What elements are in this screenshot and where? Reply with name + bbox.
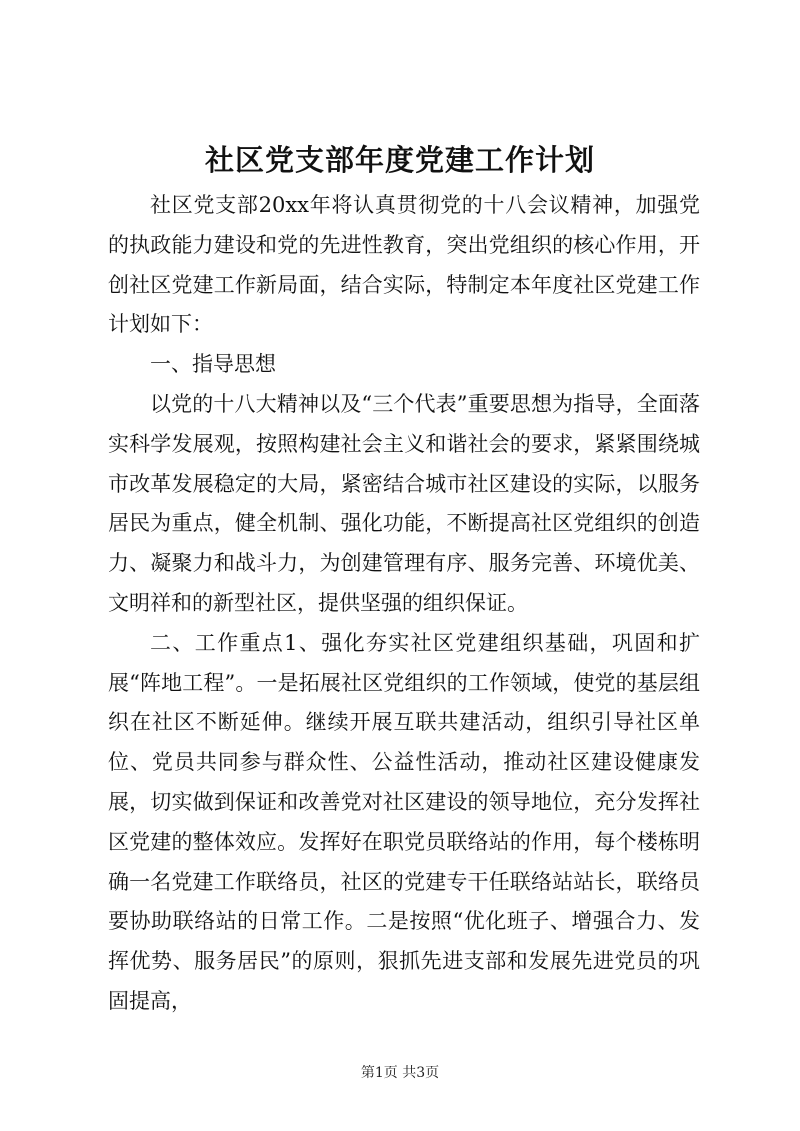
work-focus-paragraph: 二、工作重点1、强化夯实社区党建组织基础，巩固和扩展“阵地工程”。一是拓展社区党组织的工作领域，使党的基层组织在社区不断延伸。继续开展互联共建活动，组织引导社区单位、党员共同参与群众性、公益性活动，推动社区建设健康发展，切实做到保证和改善党对社区建设的领导地位，充分发挥社区党建的整体效应。发挥好在职党员联络站的作用，每个楼栋明确一名党建工作联络员，社区的党建专干任联络站站长，联络员要协助联络站的日常工作。二是按照“优化班子、增强合力、发挥优势、服务居民”的原则，狠抓先进支部和发展先进党员的巩固提高， [108, 630, 700, 1013]
document-title: 社区党支部年度党建工作计划 [204, 143, 595, 177]
guiding-thought-paragraph: 以党的十八大精神以及“三个代表”重要思想为指导，全面落实科学发展观，按照构建社会主义和谐社会的要求，紧紧围绕城市改革发展稳定的大局，紧密结合城市社区建设的实际，以服务居民为重点，健全机制、强化功能，不断提高社区党组织的创造力、凝聚力和战斗力，为创建管理有序、服务完善、环境优美、文明祥和的新型社区，提供坚强的组织保证。 [108, 391, 700, 615]
intro-paragraph: 社区党支部20xx年将认真贯彻党的十八会议精神，加强党的执政能力建设和党的先进性教育，突出党组织的核心作用，开创社区党建工作新局面，结合实际，特制定本年度社区党建工作计划如下： [108, 193, 700, 337]
document-body [108, 186, 700, 1022]
page-number-footer: 第1页 共3页 [360, 1065, 440, 1081]
section-heading-guiding-thought: 一、指导思想 [150, 352, 276, 377]
